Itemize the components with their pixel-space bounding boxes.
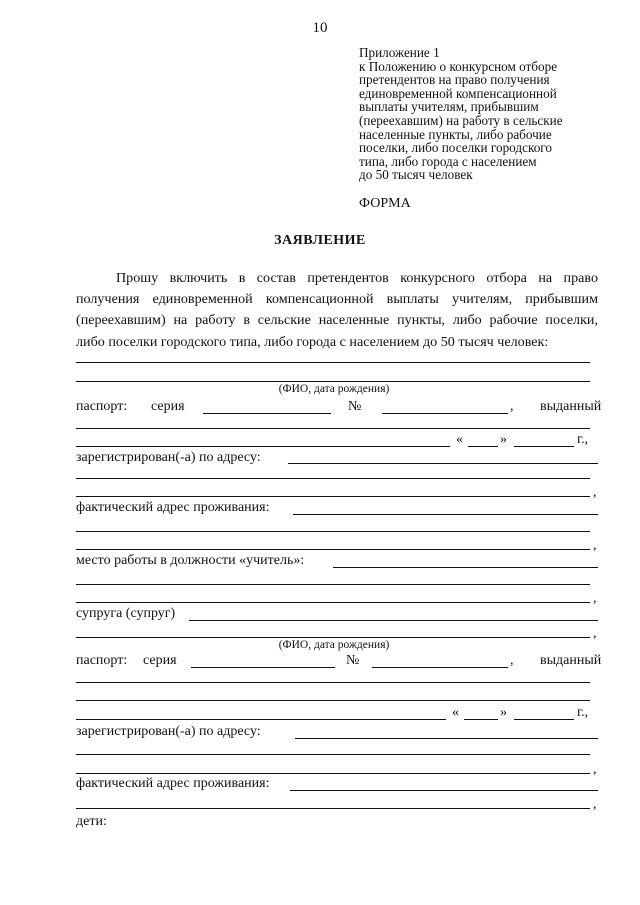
applicant-name-field-1[interactable]: [76, 362, 590, 363]
appendix-line: поселки, либо поселки городского: [359, 140, 552, 156]
quote-close: »: [500, 432, 507, 447]
spouse-fio-caption: (ФИО, дата рождения): [278, 639, 390, 651]
actual-address-field-1[interactable]: [293, 514, 598, 515]
quote-open: «: [456, 432, 463, 447]
spouse-passport-series-field[interactable]: [191, 667, 335, 668]
comma: ,: [593, 591, 597, 606]
year-label: г.,: [577, 705, 589, 720]
spouse-registered-field-1[interactable]: [295, 738, 598, 739]
children-label: дети:: [76, 814, 107, 829]
comma: ,: [510, 653, 514, 668]
appendix-line: претендентов на право получения: [359, 72, 550, 88]
appendix-line: к Положению о конкурсном отборе: [359, 58, 558, 74]
comma: ,: [593, 797, 597, 812]
applicant-fio-caption: (ФИО, дата рождения): [278, 383, 390, 395]
form-label: ФОРМА: [359, 196, 411, 211]
intro-line: (переехавшим) на работу в сельские населенные пункты, либо рабочие поселки,: [76, 312, 598, 329]
intro-line: получения единовременной компенсационной выплаты учителям, прибывшим: [76, 291, 598, 308]
intro-line: либо поселки городского типа, либо города с населением до 50 тысяч человек:: [76, 333, 549, 350]
passport-issuer-field-1[interactable]: [76, 428, 590, 429]
quote-open: «: [452, 705, 459, 720]
appendix-block: [359, 46, 609, 182]
spouse-actual-address-label: фактический адрес проживания:: [76, 776, 270, 791]
spouse-passport-label: паспорт:: [76, 653, 128, 668]
intro-paragraph: [76, 268, 598, 353]
comma: ,: [593, 538, 597, 553]
appendix-line: населенные пункты, либо рабочие: [359, 126, 552, 142]
spouse-series-label: серия: [143, 653, 177, 668]
spouse-actual-address-field-2[interactable]: [76, 808, 590, 809]
spouse-name-field-2[interactable]: [76, 637, 590, 638]
spouse-label: супруга (супруг): [76, 606, 176, 621]
registered-address-field-3[interactable]: [76, 496, 590, 497]
spouse-actual-address-field-1[interactable]: [290, 790, 598, 791]
registered-address-field-2[interactable]: [76, 478, 590, 479]
year-label: г.,: [577, 432, 589, 447]
issued-label: выданный: [540, 653, 602, 668]
spouse-issue-month-field[interactable]: [514, 719, 574, 720]
appendix-line: (переехавшим) на работу в сельские: [359, 112, 563, 128]
appendix-line: выплаты учителям, прибывшим: [359, 99, 539, 115]
spouse-passport-number-field[interactable]: [372, 667, 508, 668]
spouse-registered-label: зарегистрирован(-а) по адресу:: [76, 724, 261, 739]
appendix-line: единовременной компенсационной: [359, 85, 557, 101]
workplace-field-2[interactable]: [76, 584, 590, 585]
actual-address-field-3[interactable]: [76, 549, 590, 550]
appendix-line: Приложение 1: [359, 45, 440, 60]
issue-day-field[interactable]: [468, 446, 498, 447]
comma: ,: [593, 626, 597, 641]
passport-number-field[interactable]: [382, 413, 508, 414]
spouse-registered-field-3[interactable]: [76, 773, 590, 774]
actual-address-field-2[interactable]: [76, 531, 590, 532]
spouse-issuer-field-2[interactable]: [76, 700, 590, 701]
comma: ,: [510, 399, 514, 414]
series-label: серия: [151, 399, 185, 414]
actual-address-label: фактический адрес проживания:: [76, 500, 270, 515]
applicant-name-field-2[interactable]: [76, 381, 590, 382]
spouse-issuer-field-1[interactable]: [76, 682, 590, 683]
issue-month-field[interactable]: [514, 446, 574, 447]
registered-address-field-1[interactable]: [288, 463, 598, 464]
document-title: ЗАЯВЛЕНИЕ: [274, 233, 366, 248]
page-number: 10: [312, 20, 328, 36]
spouse-name-field-1[interactable]: [189, 620, 598, 621]
workplace-field-1[interactable]: [333, 567, 598, 568]
spouse-issuer-field-3[interactable]: [76, 719, 446, 720]
passport-label: паспорт:: [76, 399, 128, 414]
passport-series-field[interactable]: [203, 413, 331, 414]
intro-line: Прошу включить в состав претендентов конкурсного отбора на право: [116, 270, 598, 286]
number-sign: №: [348, 399, 362, 414]
appendix-line: типа, либо города с населением: [359, 153, 537, 169]
comma: ,: [593, 485, 597, 500]
workplace-label: место работы в должности «учитель»:: [76, 553, 305, 568]
workplace-field-3[interactable]: [76, 602, 590, 603]
appendix-line: до 50 тысяч человек: [359, 167, 473, 183]
spouse-issue-day-field[interactable]: [464, 719, 498, 720]
comma: ,: [593, 762, 597, 777]
spouse-registered-field-2[interactable]: [76, 754, 590, 755]
number-sign: №: [346, 653, 360, 668]
issued-label: выданный: [540, 399, 602, 414]
quote-close: »: [500, 705, 507, 720]
passport-issuer-field-2[interactable]: [76, 446, 450, 447]
registered-label: зарегистрирован(-а) по адресу:: [76, 450, 261, 465]
